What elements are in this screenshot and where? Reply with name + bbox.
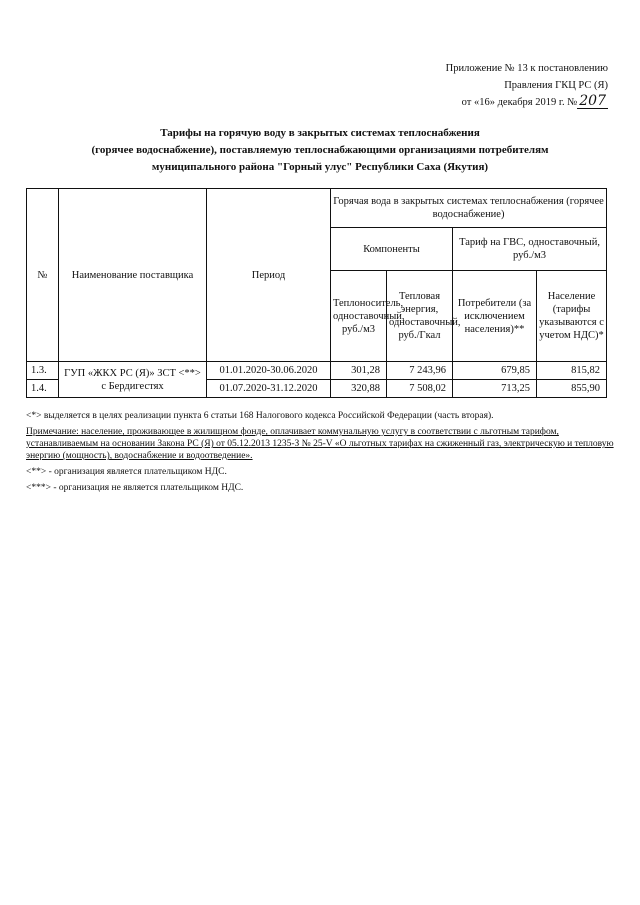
row-population: 815,82 (537, 362, 607, 380)
header-heat-carrier: Теплоноситель, одноставочный, руб./м3 (331, 271, 387, 362)
footnote-not-vat-payer: <***> - организация не является плательщиком НДС. (26, 483, 244, 493)
appendix-date: от «16» декабря 2019 г. № (461, 97, 578, 108)
row-heat-carrier: 301,28 (331, 362, 387, 380)
header-hot-water-group: Горячая вода в закрытых системах теплоснабжения (горячее водоснабжение) (331, 189, 607, 228)
title-line-1: Тарифы на горячую воду в закрытых системах теплоснабжения (160, 127, 480, 139)
row-consumers: 713,25 (453, 380, 537, 398)
footnote-vat: <*> выделяется в целях реализации пункта 6 статьи 168 Налогового кодекса Российской Федерации (часть вторая). (26, 411, 494, 421)
title-line-2: (горячее водоснабжение), поставляемую теплоснабжающими организациями потребителям (91, 144, 549, 156)
row-number: 1.4. (27, 380, 59, 398)
header-heat-energy: Тепловая энергия, одноставочный, руб./Гкал (387, 271, 453, 362)
row-heat-energy: 7 243,96 (387, 362, 453, 380)
footnote-population-note: Примечание: население, проживающее в жилищном фонде, оплачивает коммунальную услугу в соответствии с льготным тарифом, устанавливаемым на основании Закона РС (Я) от 05.12.2013 1235-З № 25-V «О льготных тарифах на сжиженный газ, электрическую и тепловую энергию (мощность), водоснабжение и водоотведение». (26, 427, 614, 461)
document-title (20, 125, 620, 176)
appendix-line-3 (348, 94, 608, 111)
header-components: Компоненты (331, 228, 453, 271)
footnote-vat-payer: <**> - организация является плательщиком НДС. (26, 467, 227, 477)
handwritten-resolution-number: 207 (579, 93, 606, 109)
supplier-name: ГУП «ЖКХ РС (Я)» ЗСТ <**> с Бердигестях (59, 362, 207, 398)
header-supplier: Наименование поставщика (59, 189, 207, 362)
appendix-line-2: Правления ГКЦ РС (Я) (504, 80, 608, 91)
header-population: Население (тарифы указываются с учетом НДС)* (537, 271, 607, 362)
appendix-header (348, 60, 608, 111)
row-period: 01.01.2020-30.06.2020 (207, 362, 331, 380)
row-heat-energy: 7 508,02 (387, 380, 453, 398)
header-number: № (27, 189, 59, 362)
header-consumers: Потребители (за исключением населения)** (453, 271, 537, 362)
title-line-3: муниципального района "Горный улус" Республики Саха (Якутия) (151, 161, 489, 173)
row-period: 01.07.2020-31.12.2020 (207, 380, 331, 398)
row-number: 1.3. (27, 362, 59, 380)
header-period: Период (207, 189, 331, 362)
footnotes (26, 410, 616, 498)
header-tariff: Тариф на ГВС, одноставочный, руб./м3 (453, 228, 607, 271)
row-consumers: 679,85 (453, 362, 537, 380)
tariff-table (26, 188, 607, 398)
row-heat-carrier: 320,88 (331, 380, 387, 398)
appendix-line-1: Приложение № 13 к постановлению (445, 63, 608, 74)
table-row (27, 362, 607, 380)
row-population: 855,90 (537, 380, 607, 398)
